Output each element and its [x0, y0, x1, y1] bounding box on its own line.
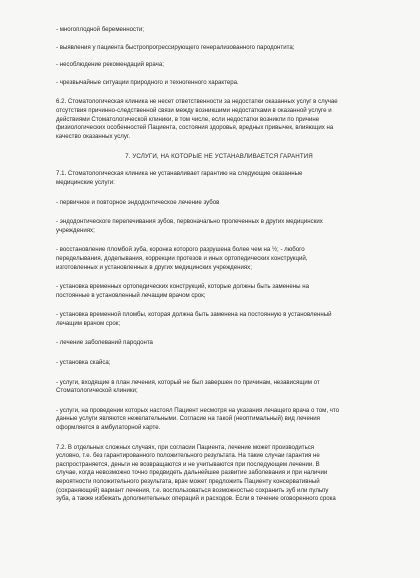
list-item-endodontic-retreatment: - эндодонтическоге перелечивания зубов, первоначально пролеченных в других медицинских учреждениях; — [56, 218, 323, 234]
list-item-temporary-filling: - установка временной пломбы, которая должна быть заменена на постоянную в установленный лечащим врачом срок; — [56, 311, 332, 327]
list-item-incomplete-plan: - услуги, входящие в план лечения, который не был завершен по причинам, независящим от Стоматологической клиники; — [56, 378, 320, 395]
list-item-emergencies: - чрезвычайные ситуации природного и техногенного характера. — [56, 78, 239, 86]
paragraph-7-1: 7.1. Стоматологическая клиника не устанавливает гарантию на следующие оказанные медицинские услуги: — [56, 170, 303, 186]
list-item-multiple-pregnancy: - многоплодной беременности; — [56, 26, 144, 33]
list-item-patient-insisted: - услуги, на проведении которых настоял Пациент несмотря на указания лечащего врача о том, что данные услуги являются нежелательными. Согласие на такой (неоптимальный) вид лечения оформляется в амбулаторной карте. — [56, 406, 340, 432]
list-item-endodontic-treatment: - первичное и повторное эндодонтическое лечение зубов — [56, 198, 220, 206]
list-item-filling-restoration: - восстановление пломбой зуба, коронка которого разрушена более чем на ½; - любого переделывания, доделывания, коррекции протезов и иных ортопедических конструкций, изготовленных и установленных в других медицинских учреждениях; — [56, 246, 308, 271]
paragraph-7-2: 7.2. В отдельных сложных случаях, при согласии Пациента, лечение может производиться условно, т.е. без гарантированного положительного результата. На такие случаи гарантия не распространяется, деньги не возвращаются и не учитываются при последующем лечении. В случае, когда невозможно точно предвидеть дальнейшее развитие заболевания и при наличии вероятности положительного результата, врач может предложить Пациенту консервативный (сохраняющий) вариант лечения, т.е. воспользоваться возможностью сохранить зуб или пульпу зуба, а также избежать дополнительных операций и расходов. Если в течение оговоренного срока — [56, 443, 336, 503]
list-item-periodontal-treatment: - лечение заболеваний пародонта — [56, 339, 153, 347]
list-item-skyce: - установка скайса; — [56, 359, 111, 367]
section-heading-7: 7. УСЛУГИ, НА КОТОРЫЕ НЕ УСТАНАВЛИВАЕТСЯ ГАРАНТИЯ — [125, 153, 313, 161]
list-item-noncompliance: - несоблюдение рекомендаций врача; — [56, 61, 164, 69]
list-item-temporary-prosthetics: - установка временных ортопедических конструкций, которые должны быть заменены на постоянные в установленный лечащим врачом срок; — [56, 283, 309, 299]
paragraph-6-2: 6.2. Стоматологическая клиника не несет ответственности за недостатки оказанных услуг в случае отсутствия причинно-следственной связи между возникшими недостатками в оказанной услуге и действиями Стоматологической клиники, в том числе, если недостатки возникли по причине физиологических особенностей Пациента, состояния здоровья, вредных привычек, влияющих на качество оказанных услуг. — [56, 98, 338, 140]
list-item-periodontitis: - выявления у пациента быстропрогрессирующего генерализованного пародонтита; — [56, 43, 295, 51]
